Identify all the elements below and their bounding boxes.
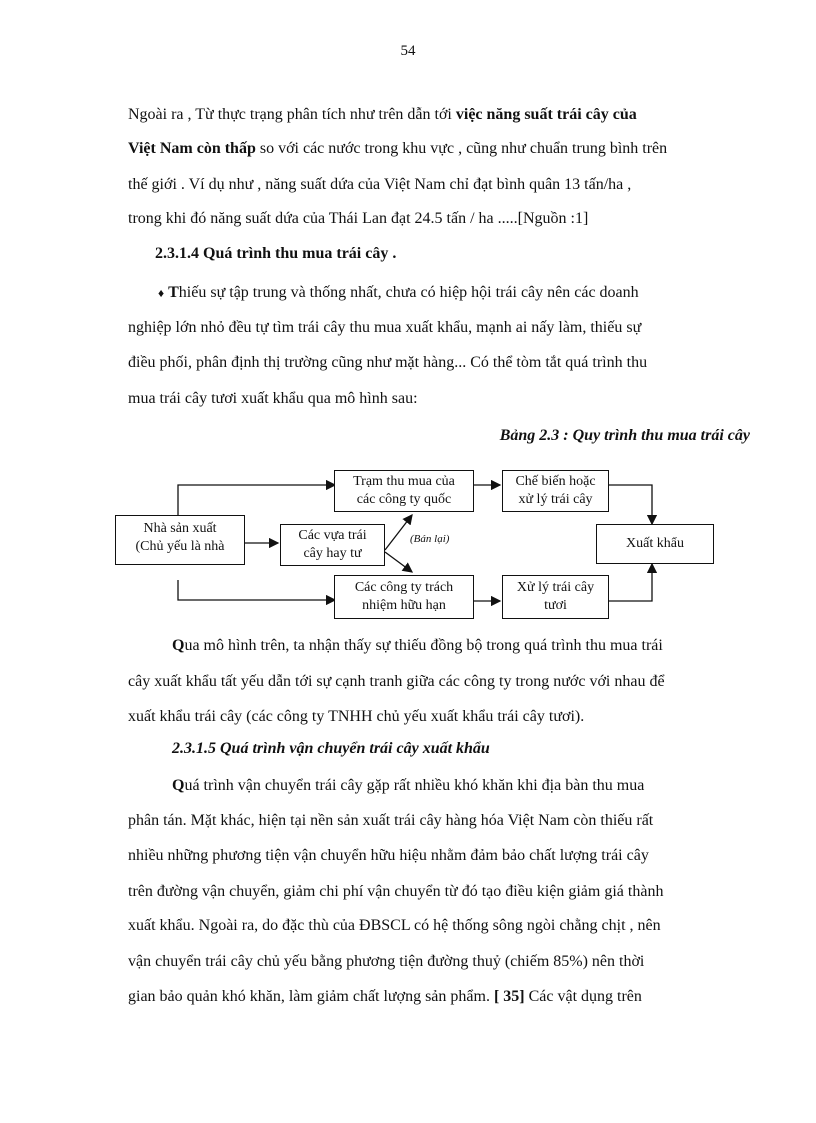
box-export <box>596 524 714 564</box>
box-stations <box>334 470 474 512</box>
para2-line1 <box>158 283 639 303</box>
para1-line4: trong khi đó năng suất dứa của Thái Lan đạt 24.5 tấn / ha .....[Nguồn :1] <box>128 210 589 227</box>
para4-line3: nhiều những phương tiện vận chuyển hữu hiệu nhằm đảm bảo chất lượng trái cây <box>128 847 649 864</box>
box-processing-line2: xử lý trái cây <box>518 492 593 507</box>
box-traders <box>280 524 385 566</box>
para1-line2 <box>128 139 667 159</box>
box-companies-line1: Các công ty trách <box>354 580 454 595</box>
box-stations-line1: Trạm thu mua của <box>353 474 455 489</box>
table-caption: Bảng 2.3 : Quy trình thu mua trái cây <box>499 427 750 444</box>
para4-line1-text: uá trình vận chuyển trái cây gặp rất nhiều khó khăn khi địa bàn thu mua <box>184 777 645 794</box>
para4-lead-letter: Q <box>172 777 185 794</box>
box-producer-line2: (Chủ yếu là nhà <box>135 539 225 554</box>
para2-line3: điều phối, phân định thị trường cũng như mặt hàng... Có thể tòm tắt quá trình thu <box>128 354 648 371</box>
para3-line1-text: ua mô hình trên, ta nhận thấy sự thiếu đồng bộ trong quá trình thu mua trái <box>184 637 663 654</box>
purchase-process-diagram <box>0 460 816 620</box>
para4-line7-text: gian bảo quản khó khăn, làm giảm chất lượng sản phẩm. <box>128 988 494 1005</box>
para4-line2: phân tán. Mặt khác, hiện tại nền sản xuất trái cây hàng hóa Việt Nam còn thiếu rất <box>128 812 654 829</box>
box-companies <box>334 575 474 619</box>
box-fresh <box>502 575 609 619</box>
para4-line5: xuất khẩu. Ngoài ra, do đặc thù của ĐBSCL có hệ thống sông ngòi chằng chịt , nên <box>128 917 661 934</box>
heading-2-3-1-5: 2.3.1.5 Quá trình vận chuyển trái cây xuất khẩu <box>172 740 490 757</box>
arrow-processing-to-export <box>609 485 652 524</box>
arrow-traders-to-stations <box>385 515 412 550</box>
para4-line7 <box>128 987 642 1007</box>
para4-line1 <box>172 776 644 796</box>
para2-line4: mua trái cây tươi xuất khẩu qua mô hình sau: <box>128 390 418 407</box>
arrow-producer-to-companies <box>178 580 335 600</box>
citation-ref: [ 35] <box>493 988 525 1005</box>
para3-line2: cây xuất khẩu tất yếu dẫn tới sự cạnh tranh giữa các công ty trong nước với nhau để <box>128 673 665 690</box>
box-producer-line1: Nhà sản xuất <box>143 521 217 536</box>
box-fresh-line1: Xử lý trái cây <box>516 580 595 595</box>
heading-2-3-1-4: 2.3.1.4 Quá trình thu mua trái cây . <box>155 245 397 262</box>
para1-line3: thế giới . Ví dụ như , năng suất dứa của Việt Nam chỉ đạt bình quân 13 tấn/ha , <box>128 176 632 193</box>
para2-line1-text: hiếu sự tập trung và thống nhất, chưa có hiệp hội trái cây nên các doanh <box>178 284 639 301</box>
para1-line2-bold: Việt Nam còn thấp <box>128 140 256 157</box>
para1-line1 <box>128 105 637 125</box>
para3-line3: xuất khẩu trái cây (các công ty TNHH chủ yếu xuất khẩu trái cây tươi). <box>128 708 585 725</box>
para4-line7-tail: Các vật dụng trên <box>524 988 642 1005</box>
page-number: 54 <box>400 43 416 59</box>
para2-line2: nghiệp lớn nhỏ đều tự tìm trái cây thu mua xuất khẩu, mạnh ai nấy làm, thiếu sự <box>128 319 642 336</box>
para4-line4: trên đường vận chuyển, giảm chi phí vận chuyển từ đó tạo điều kiện giảm giá thành <box>128 883 664 900</box>
box-traders-line2: cây hay tư <box>303 546 362 561</box>
bullet-icon: ♦ <box>158 286 165 300</box>
box-traders-line1: Các vựa trái <box>298 528 367 543</box>
para2-lead-letter: T <box>168 284 179 301</box>
para1-line2-text: so với các nước trong khu vực , cũng như chuẩn trung bình trên <box>255 140 668 157</box>
para3-lead-letter: Q <box>172 637 185 654</box>
arrow-traders-to-companies <box>385 552 412 572</box>
box-export-label: Xuất khẩu <box>626 536 684 551</box>
arrow-producer-to-stations <box>178 485 335 515</box>
box-processing-line1: Chế biến hoặc <box>515 474 596 489</box>
box-producer <box>115 515 245 565</box>
box-stations-line2: các công ty quốc <box>356 492 452 507</box>
box-fresh-line2: tươi <box>544 598 567 613</box>
box-processing <box>502 470 609 512</box>
arrow-fresh-to-export <box>609 564 652 601</box>
para4-line6: vận chuyển trái cây chủ yếu bằng phương tiện đường thuỷ (chiếm 85%) nên thời <box>128 953 645 970</box>
para3-line1 <box>172 636 663 656</box>
para1-line1-bold: việc năng suất trái cây của <box>455 106 637 123</box>
resell-note: (Bán lại) <box>410 533 450 545</box>
box-companies-line2: nhiệm hữu hạn <box>362 598 446 613</box>
para1-line1-text: Ngoài ra , Từ thực trạng phân tích như trên dẫn tới <box>128 106 456 123</box>
